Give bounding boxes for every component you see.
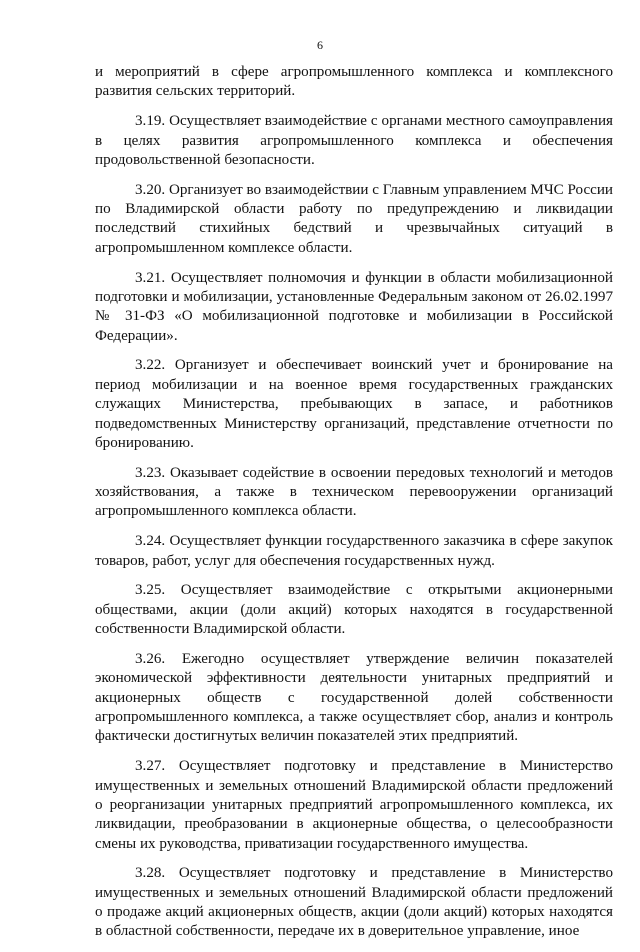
page-number: 6 bbox=[317, 38, 323, 52]
paragraph-3-24: 3.24. Осуществляет функции государственного заказчика в сфере закупок товаров, работ, услуг для обеспечения государственных нужд. bbox=[95, 533, 613, 569]
paragraph-3-28: 3.28. Осуществляет подготовку и представление в Министерство имущественных и земельных отношений Владимирской области предложений о продаже акций акционерных обществ, акции (доли акций) которых находятся в областной собственности, передаче их в доверительное управление, иное bbox=[95, 865, 613, 940]
paragraph-3-20: 3.20. Организует во взаимодействии с Главным управлением МЧС России по Владимирской области работу по предупреждению и ликвидации последствий стихийных бедствий и чрезвычайных ситуаций в агропромышленном комплексе области. bbox=[95, 181, 613, 256]
paragraph-3-26: 3.26. Ежегодно осуществляет утверждение величин показателей экономической эффективности деятельности унитарных предприятий и акционерных обществ с государственной долей собственности агропромышленного комплекса, а также осуществляет сбор, анализ и контроль фактически достигнутых величин показателей этих предприятий. bbox=[95, 650, 613, 745]
paragraph-3-23: 3.23. Оказывает содействие в освоении передовых технологий и методов хозяйствования, а также в техническом перевооружении организаций агропромышленного комплекса области. bbox=[95, 464, 613, 520]
paragraph-3-25: 3.25. Осуществляет взаимодействие с открытыми акционерными обществами, акции (доли акций) которых находятся в государственной собственности Владимирской области. bbox=[95, 582, 613, 638]
paragraph-3-22: 3.22. Организует и обеспечивает воинский учет и бронирование на период мобилизации и на военное время государственных гражданских служащих Министерства, пребывающих в запасе, и работников подведомственных Министерству организаций, представление отчетности по бронированию. bbox=[95, 357, 613, 451]
paragraph-3-19: 3.19. Осуществляет взаимодействие с органами местного самоуправления в целях развития агропромышленного комплекса и обеспечения продовольственной безопасности. bbox=[95, 113, 613, 168]
document-body bbox=[95, 63, 613, 952]
paragraph-3-27: 3.27. Осуществляет подготовку и представление в Министерство имущественных и земельных отношений Владимирской области предложений о реорганизации унитарных предприятий агропромышленного комплекса, их ликвидации, преобразовании в акционерные общества, о целесообразности смены их руководства, приватизации государственного имущества. bbox=[95, 758, 613, 852]
paragraph-3-21: 3.21. Осуществляет полномочия и функции в области мобилизационной подготовки и мобилизации, установленные Федеральным законом от 26.02.1997 № 31-ФЗ «О мобилизационной подготовке и мобилизации в Российской Федерации». bbox=[95, 269, 613, 344]
paragraph-continuation: и мероприятий в сфере агропромышленного комплекса и комплексного развития сельских территорий. bbox=[95, 64, 613, 100]
